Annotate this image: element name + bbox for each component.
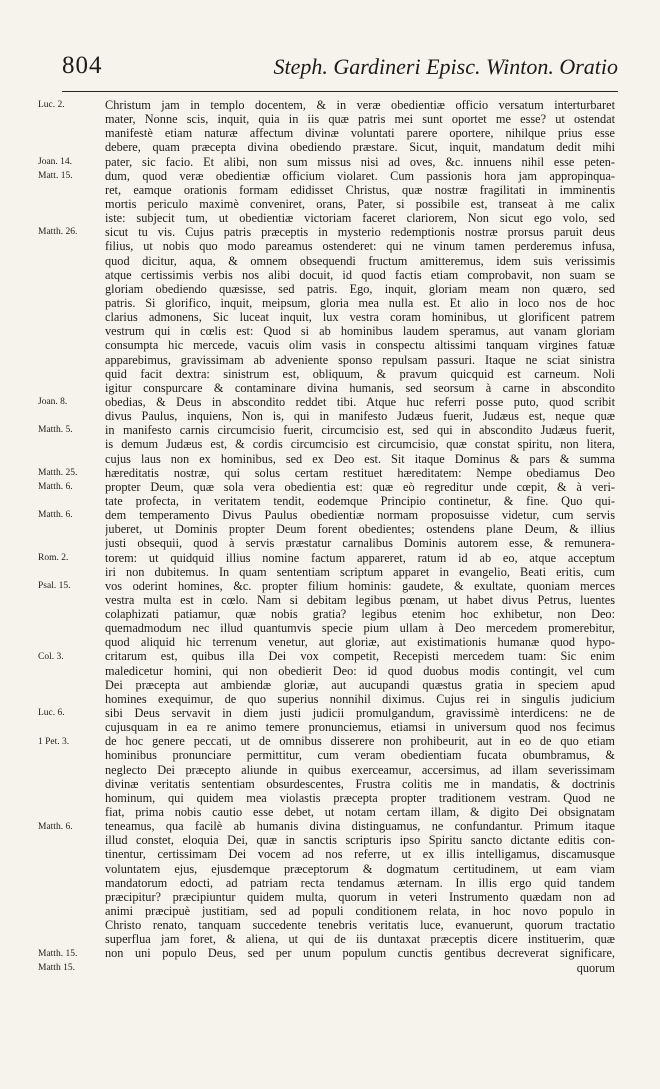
text-line: quid facit dextra: sinistrum est, obliquum, & pravum quicquid est carneum. Noli <box>105 366 615 381</box>
text-line: sicut tu vis. Cujus patris præceptis in mysterio redemptionis nostræ prorsus paruit deus <box>105 225 615 240</box>
text-line: vos oderint homines, &c. propter filium hominis: gaudete, & exultate, quoniam merces <box>105 578 615 593</box>
text-line: mandatorum edocti, ad patriam recta tendamus æternam. In illis ergo quid tandem <box>105 875 615 890</box>
text-line: præcipitur? præcipiuntur quidem multa, quorum in veteri Instrumento quædam non ad <box>105 889 615 904</box>
text-line: dum, quod veræ obedientiæ officium violaret. Cum passionis hora jam appropinqua- <box>105 168 615 183</box>
text-line: hominibus pronunciare permittitur, cum veram obedientiam fucata obumbramus, & <box>105 748 615 763</box>
margin-note: 1 Pet. 3. <box>38 736 70 747</box>
text-line: cujusquam in ea re animo temere pronunciemus, etiamsi in universum quod nos fecimus <box>105 720 615 735</box>
text-line: propter Deum, quæ sola vera obedientia est: quæ eò regreditur unde cœpit, & à veri- <box>105 479 615 494</box>
text-line: de hoc genere peccati, ut de omnibus disserere non prohibeurit, aut in eo de quo etiam <box>105 734 615 749</box>
text-line: critarum est, quibus illa Dei vox competit, Recepisti mercedem tuam: Sic enim <box>105 649 615 664</box>
text-line: ret, eamque orationis formam edidisset Christus, quæ nostræ fragilitati in imminentis <box>105 182 615 197</box>
text-line: torem: ut quidquid illius nomine factum appareret, ratum id ab eo, atque acceptum <box>105 550 615 565</box>
text-line: mater, Nonne scis, inquit, quia in iis quæ patris mei sunt oportet me esse? ut ostendat <box>105 112 615 127</box>
text-line: apparebimus, gravissimam ab adveniente sponso repulsam passuri. Itaque ne sciat sinistra <box>105 352 615 367</box>
running-title: Steph. Gardineri Episc. Winton. Oratio <box>273 54 618 79</box>
text-line: hominum, qui quidem mea violastis præcepta propter traditionem vestram. Quod ne <box>105 790 615 805</box>
margin-note: Matth. 6. <box>38 510 73 521</box>
margin-note: Rom. 2. <box>38 552 69 563</box>
text-line: non uni populo Deus, sed per unum populum cunctis gentibus decreverat significare, <box>105 946 615 961</box>
text-line: is demum Judæus est, & cordis circumcisio est circumcisio, quæ constat spiritu, non litera, <box>105 437 615 452</box>
text-line: Dei præcepta aut ambiendæ gloriæ, aut aucupandi quæstus gratia in speciem apud <box>105 677 615 692</box>
body-text <box>105 98 615 975</box>
text-line: Christum jam in templo docentem, & in veræ obedientiæ officio versatum interturbaret <box>105 98 615 112</box>
text-line: juberet, ut Dominis propter Deum forent obedientes; ostendens plane Deum, & illius <box>105 522 615 537</box>
text-line: quemadmodum nec illud quantumvis specie pium ullam à Deo mercedem promerebitur, <box>105 621 615 636</box>
text-line: gloriam obediendo quæsisse, sed patris. Ego, inquit, gloriam meam non quæro, sed <box>105 281 615 296</box>
text-line: dem temperamento Divus Paulus obedientiæ normam proposuisse videtur, cum servis <box>105 508 615 523</box>
page-number: 804 <box>62 52 103 79</box>
margin-note: Joan. 8. <box>38 397 68 408</box>
text-line: manifestè etiam naturæ affectum divinæ voluntati parere oportere, nihilque prius esse <box>105 126 615 141</box>
page-header <box>62 52 618 90</box>
text-line: divus Paulus, inquiens, Non is, qui in manifesto Judæus fuerit, Judæus est, neque quæ <box>105 409 615 424</box>
text-line: iri non dubitemus. In quam sententiam scriptum apparet in evangelio, Beati eritis, cum <box>105 564 615 579</box>
margin-note: Luc. 6. <box>38 708 65 719</box>
text-line: in manifesto carnis circumcisio fuerit, circumcisio est, sed qui in abscondito Judæus fuerit, <box>105 423 615 438</box>
text-line: mortis periculo maximè conveniret, orans, Pater, si possibile est, transeat à me calix <box>105 196 615 211</box>
text-line: vestrum qui in cœlis est: Quod si ab hominibus laudem speramus, aut vanam gloriam <box>105 324 615 339</box>
text-line: animi præcipuè justitiam, sed ad populi conditionem relata, in hoc novo populo in <box>105 904 615 919</box>
margin-note: Matt. 15. <box>38 170 73 181</box>
text-line: Christo renato, tanquam succedente tenebris veritatis luce, evanuerunt, quorum tractatio <box>105 918 615 933</box>
text-line: fiat, prima nobis cautio esse debet, ut notam certam illam, & digito Dei obsignatam <box>105 805 615 820</box>
margin-note: Matth. 6. <box>38 482 73 493</box>
text-line: divinæ veritatis sententiam obsurdescentes, Frustra colitis me in mandatis, & doctrinis <box>105 776 615 791</box>
text-line: patris. Si glorifico, inquit, meipsum, gloria mea nulla est. Et alio in loco nos de hoc <box>105 295 615 310</box>
catchword: quorum <box>576 960 615 975</box>
text-line: illud constet, eloquia Dei, quæ in sanctis scripturis ipso Spiritu sancto dictante editis con- <box>105 833 615 848</box>
text-line: neglecto Dei præcepto aliunde in quibus exerceamur, accersimus, ad illam severissimam <box>105 762 615 777</box>
margin-note: Matth. 15. <box>38 949 78 959</box>
margin-note: Matth. 5. <box>38 425 73 436</box>
text-line: homines exequimur, de quo superius nonnihil diximus. Cujus rei in singulis judicium <box>105 691 615 706</box>
text-line: igitur conspurcare & contaminare divina humanis, sed seorsum à carne in abscondito <box>105 380 615 395</box>
text-line: justi obsequii, quod à servis præstatur carnalibus Dominis autorem esse, & remunera- <box>105 536 615 551</box>
text-line: tinentur, certissimam Dei vocem ad nos referre, ut ex illis intelligamus, discamusque <box>105 847 615 862</box>
text-line: colaphizati patiamur, quæ nobis gratia? legibus etenim hoc exhibetur, non Deo: <box>105 607 615 622</box>
header-rule <box>62 91 618 92</box>
margin-note: Matth. 26. <box>38 227 78 238</box>
text-line: quod aliquid hic terrenum venetur, aut gloriæ, aut existimationis humanæ quod hypo- <box>105 635 615 650</box>
margin-note: Matth 15. <box>38 963 75 974</box>
text-line: tate profecta, in veritatem tendit, eodemque Principio continetur, & fine. Quo qui- <box>105 493 615 508</box>
text-line: consumpta hic mercede, vacuis olim vasis in conspectu altissimi tanquam virgines fatuæ <box>105 338 615 353</box>
text-line: hæreditatis nostræ, qui solus certam restituet hæreditatem: Nempe obediamus Deo <box>105 465 615 480</box>
text-line: quod dicitur, aqua, & omnem obsequendi fructum amitteremus, idem suis verissimis <box>105 253 615 268</box>
text-line: atque certissimis verbis nos alibi docuit, id quod factis etiam comprobavit, non suam se <box>105 267 615 282</box>
text-line: sibi Deus servavit in diem justi judicii promulgandum, gravissimè interdicens: ne de <box>105 706 615 721</box>
margin-note: Matth. 6. <box>38 821 73 832</box>
margin-note: Luc. 2. <box>38 100 65 110</box>
text-line: clarius admonens, Sic luceat inquit, lux vestra coram hominibus, ut glorificent patrem <box>105 310 615 325</box>
text-line: filius, ut nobis quo modo pareamus ostenderet: qui ne vinum tamen perderemus infusa, <box>105 239 615 254</box>
text-line: pater, sic facio. Et alibi, non sum missus nisi ad oves, &c. innuens nihil esse peten- <box>105 154 615 169</box>
margin-note: Psal. 15. <box>38 581 71 592</box>
text-line: cujus laus non ex hominibus, sed ex Deo est. Sit itaque Dominus & pars & summa <box>105 451 615 466</box>
text-line: maledicetur homini, qui non obedierit Deo: id quod duobus modis contingit, vel cum <box>105 663 615 678</box>
text-line: obedias, & Deus in abscondito reddet tibi. Atque huc referri posse puto, quod scribit <box>105 394 615 409</box>
text-line: iste: subjecit tum, ut obedientiæ victoriam faceret clariorem, Non sicut ego volo, sed <box>105 211 615 226</box>
text-line: debere, quam præcepta divina obediendo præstare. Sicut, inquit, mandatum dedit mihi <box>105 140 615 155</box>
text-line: teneamus, qua facilè ab humanis divina distinguamus, ne confundantur. Primum itaque <box>105 819 615 834</box>
text-line: superflua jam foret, & aliena, ut qui de iis duntaxat præceptis dicere instituerim, quæ <box>105 932 615 947</box>
margin-note: Joan. 14. <box>38 156 73 167</box>
margin-note: Col. 3. <box>38 651 64 662</box>
text-line: voluntatem ejus, ejusdemque præceptorum & dogmatum certitudinem, ut eam viam <box>105 861 615 876</box>
margin-note: Matth. 25. <box>38 467 78 478</box>
text-line: vestra multa est in cœlo. Nam si debitam legibus pœnam, ut habet divus Petrus, luentes <box>105 592 615 607</box>
